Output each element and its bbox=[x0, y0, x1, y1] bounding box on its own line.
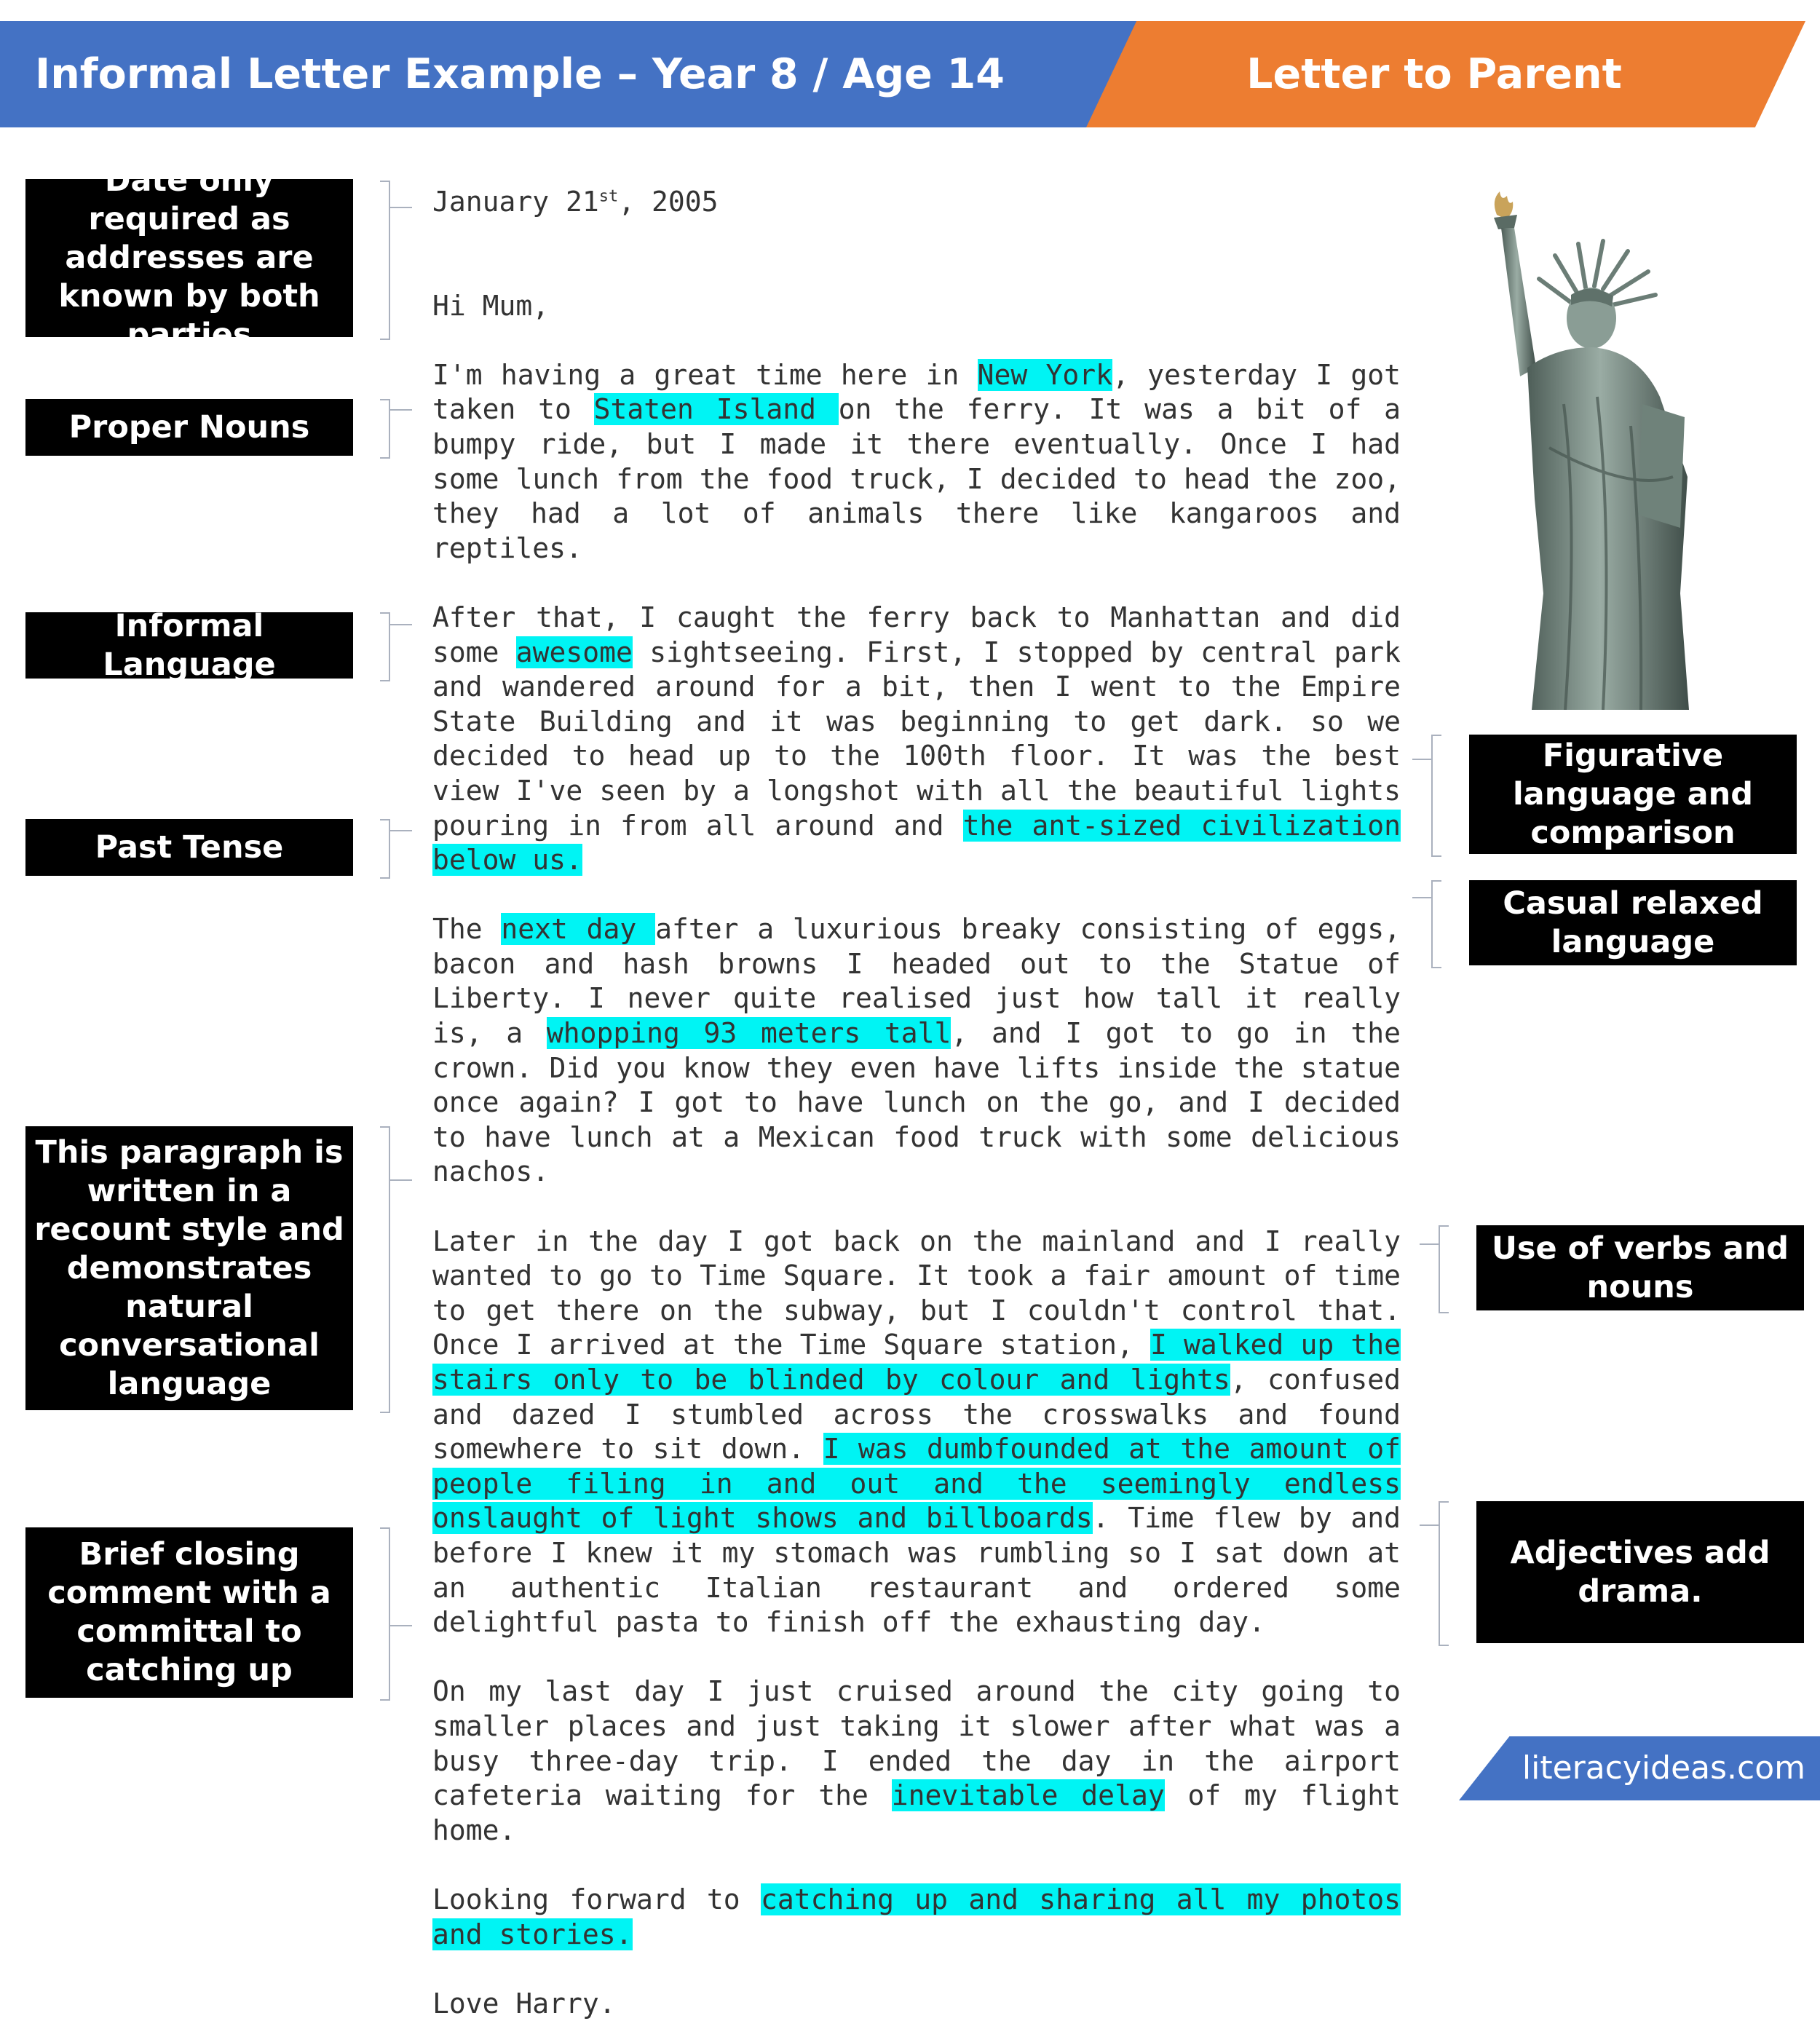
annotation-recount-style: This paragraph is written in a recount style and demonstrates natural conversational language bbox=[25, 1126, 353, 1410]
highlight-awesome: awesome bbox=[515, 636, 633, 668]
annotation-figurative: Figurative language and comparison bbox=[1469, 735, 1797, 854]
annotation-verbs-nouns: Use of verbs and nouns bbox=[1476, 1225, 1804, 1310]
annotation-informal-language: Informal Language bbox=[25, 612, 353, 679]
letter-closing: Looking forward to catching up and sharing all my photos and stories. bbox=[432, 1883, 1401, 1950]
annotation-proper-nouns: Proper Nouns bbox=[25, 399, 353, 456]
bracket-proper-nouns bbox=[380, 399, 390, 459]
highlight-whopping: whopping 93 meters tall bbox=[546, 1017, 951, 1050]
connector-proper-nouns bbox=[389, 409, 412, 411]
annotation-adjectives: Adjectives add drama. bbox=[1476, 1501, 1804, 1643]
connector-informal-language bbox=[389, 624, 412, 625]
connector-closing-comment bbox=[389, 1625, 412, 1626]
connector-recount-style bbox=[389, 1179, 412, 1181]
letter-paragraph-3: The next day after a luxurious breaky consisting of eggs, bacon and hash browns I headed out to the Statue of Liberty. I never quite realised just how tall it really is, a whopping 93 meters tall, and I got to go in the crown. Did you know they even have lifts inside the statue once again? I got to have lunch on the go, and I decided to have lunch at a Mexican food truck with some delicious nachos. bbox=[432, 913, 1401, 1188]
highlight-next-day: next day bbox=[501, 913, 656, 946]
highlight-inevitable-delay: inevitable delay bbox=[891, 1779, 1165, 1812]
bracket-past-tense bbox=[380, 819, 390, 879]
highlight-ant-sized: the ant-sized civilization below us. bbox=[432, 809, 1401, 877]
annotation-past-tense: Past Tense bbox=[25, 819, 353, 876]
highlight-walked-up: I walked up the stairs only to be blinded by colour and lights bbox=[432, 1329, 1401, 1396]
highlight-new-york: New York bbox=[977, 358, 1112, 391]
connector-verbs-nouns bbox=[1420, 1243, 1439, 1245]
highlight-staten-island: Staten Island bbox=[593, 393, 839, 426]
letter-paragraph-1: I'm having a great time here in New York, yesterday I got taken to Staten Island on the ferry. It was a bit of a bumpy ride, but I made it there eventually. Once I had some lunch from the food truck, I decided to head the zoo, they had a lot of animals there like kangaroos and reptiles. bbox=[432, 358, 1401, 564]
annotation-date-note: Date only required as addresses are known by both parties bbox=[25, 179, 353, 337]
annotation-casual: Casual relaxed language bbox=[1469, 880, 1797, 965]
letter-paragraph-5: On my last day I just cruised around the city going to smaller places and just taking it slower after what was a busy three-day trip. I ended the day in the airport cafeteria waiting for the inevitable delay of my flight home. bbox=[432, 1675, 1401, 1846]
footer-site-link[interactable]: literacyideas.com bbox=[1522, 1749, 1805, 1787]
connector-casual bbox=[1412, 897, 1431, 898]
page-subtitle: Letter to Parent bbox=[1246, 50, 1622, 98]
letter-paragraph-4: Later in the day I got back on the mainland and I really wanted to go to Time Square. It took a fair amount of time to get there on the subway, but I couldn't control that. Once I arrived at the Time Square station, I walked up the stairs only to be blinded by colour and lights, confused and dazed I stumbled across the crosswalks and found somewhere to sit down. I was dumbfounded at the amount of people filing in and out and the seemingly endless onslaught of light shows and billboards. Time flew by and before I knew it my stomach was rumbling so I sat down at an authentic Italian restaurant and ordered some delightful pasta to finish off the exhausting day. bbox=[432, 1225, 1401, 1639]
letter-paragraph-2: After that, I caught the ferry back to Manhattan and did some awesome sightseeing. First, I stopped by central park and wandered around for a bit, then I went to the Empire State Building and it was beginning to get dark. so we decided to head up to the 100th floor. It was the best view I've seen by a longshot with all the beautiful lights pouring in from all around and the ant-sized civilization below us. bbox=[432, 601, 1401, 877]
bracket-date bbox=[380, 181, 390, 340]
letter-date: January 21st, 2005 bbox=[432, 186, 719, 218]
connector-figurative bbox=[1412, 759, 1431, 760]
bracket-closing-comment bbox=[380, 1527, 390, 1701]
bracket-informal-language bbox=[380, 612, 390, 681]
bracket-adjectives bbox=[1439, 1501, 1449, 1646]
bracket-recount-style bbox=[380, 1126, 390, 1413]
letter-greeting: Hi Mum, bbox=[432, 289, 550, 322]
connector-date bbox=[389, 207, 412, 208]
highlight-dumbfounded: I was dumbfounded at the amount of people filing in and out and the seemingly endless onslaught of light shows and billboards bbox=[432, 1433, 1401, 1535]
annotation-closing-comment: Brief closing comment with a committal to catching up bbox=[25, 1527, 353, 1698]
bracket-casual bbox=[1431, 880, 1441, 968]
connector-past-tense bbox=[389, 830, 412, 831]
statue-of-liberty-image bbox=[1469, 186, 1775, 710]
connector-adjectives bbox=[1420, 1524, 1439, 1526]
bracket-verbs-nouns bbox=[1439, 1225, 1449, 1313]
bracket-figurative bbox=[1431, 735, 1441, 857]
page-title: Informal Letter Example – Year 8 / Age 14 bbox=[35, 50, 1005, 98]
highlight-catching-up: catching up and sharing all my photos and stories. bbox=[432, 1883, 1401, 1950]
letter-signoff: Love Harry. bbox=[432, 1987, 616, 2020]
letter-body bbox=[432, 185, 1401, 2021]
